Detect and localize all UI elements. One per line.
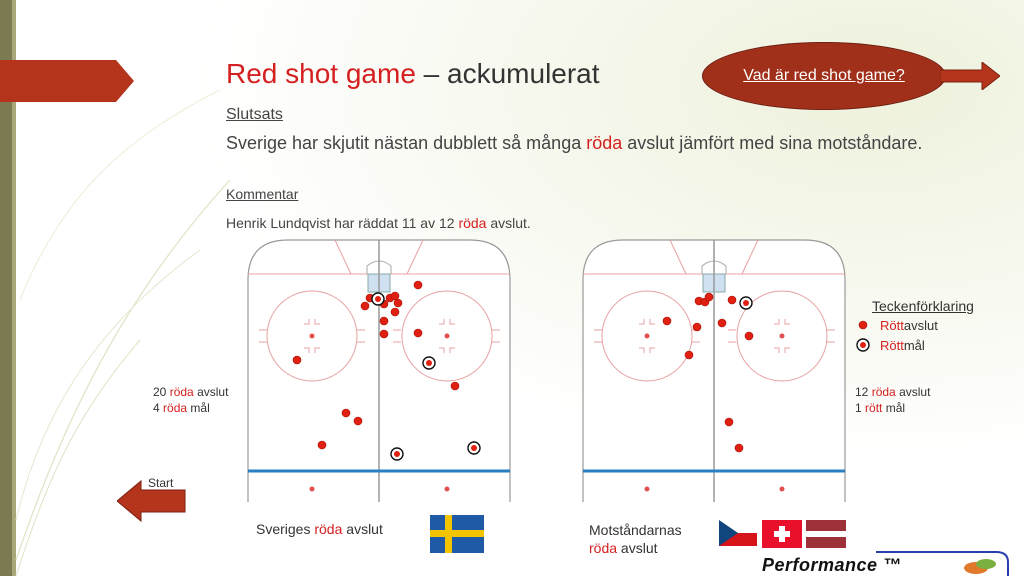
rink-sweden (247, 238, 511, 502)
sweden-shots-count: 20 (153, 385, 167, 399)
opponent-goals-line (855, 400, 930, 416)
title-rest: – ackumulerat (415, 58, 600, 89)
logo-text: Performance ™ (762, 555, 902, 575)
goal-dot-icon (856, 336, 880, 354)
conclusion-part1: Sverige har skjutit nästan dubblett så många (226, 133, 587, 153)
opponent-shots-red: röda (871, 385, 896, 399)
opponent-goals-word: mål (885, 401, 906, 415)
title-red-part: Red shot game (226, 58, 416, 89)
sweden-goals-word: mål (190, 401, 210, 415)
legend-goal-red: Rött (880, 337, 904, 353)
opponent-goals-red: rött (865, 401, 883, 415)
opponent-stats (855, 384, 930, 416)
sweden-goals-line (153, 400, 228, 416)
comment-part2: avslut. (486, 215, 531, 231)
kommentar-heading: Kommentar (226, 186, 299, 202)
opponent-shots-count: 12 (855, 385, 869, 399)
opponent-shots-line (855, 384, 930, 400)
opponent-goals-count: 1 (855, 401, 862, 415)
slutsats-heading: Slutsats (226, 106, 283, 123)
conclusion-red: röda (586, 133, 623, 153)
title-arrow-shape (0, 60, 134, 102)
rink-opponents (582, 238, 846, 502)
sweden-shots-line (153, 384, 228, 400)
flag-switzerland-icon (762, 520, 802, 548)
shot-dot-icon (856, 316, 880, 334)
caption-sweden-red: röda (314, 521, 343, 537)
comment-part1: Henrik Lundqvist har räddat 11 av 12 (226, 215, 459, 231)
arrow-left-icon[interactable] (117, 478, 187, 524)
caption-opponents (589, 521, 682, 557)
legend-shot-text: avslut (903, 317, 938, 333)
opponent-shots-word: avslut (899, 385, 931, 399)
caption-sweden (256, 521, 383, 537)
sweden-stats (153, 384, 228, 416)
arrow-right-icon[interactable] (940, 62, 1000, 90)
legend-goal-text: mål (903, 337, 925, 353)
legend-shot-red: Rött (880, 317, 904, 333)
comment-red: röda (458, 215, 487, 231)
legend-title: Teckenförklaring (872, 298, 974, 314)
caption-opponents-red: röda (589, 540, 618, 556)
sweden-goals-red: röda (163, 401, 188, 415)
sweden-shots-word: avslut (197, 385, 229, 399)
sweden-goals-count: 4 (153, 401, 160, 415)
caption-opponents-line1: Motståndarnas (589, 522, 682, 538)
caption-sweden-part2: avslut (342, 521, 383, 537)
info-button[interactable]: Vad är red shot game? (702, 42, 946, 110)
flag-czech-icon (719, 520, 757, 546)
legend-shot-row (856, 316, 974, 334)
conclusion-part2: avslut jämfört med sina motståndare. (622, 133, 923, 153)
caption-opponents-line2 (589, 539, 682, 557)
caption-opponents-part2: avslut (617, 540, 658, 556)
start-label: Start (148, 476, 174, 490)
flag-sweden-icon (430, 515, 484, 553)
comment-text (226, 215, 531, 231)
legend-goal-row (856, 336, 974, 354)
legend (856, 298, 974, 354)
caption-sweden-part1: Sveriges (256, 521, 315, 537)
conclusion-text (226, 132, 946, 155)
flag-latvia-icon (806, 520, 846, 548)
page-title (226, 58, 600, 90)
sweden-shots-red: röda (169, 385, 194, 399)
